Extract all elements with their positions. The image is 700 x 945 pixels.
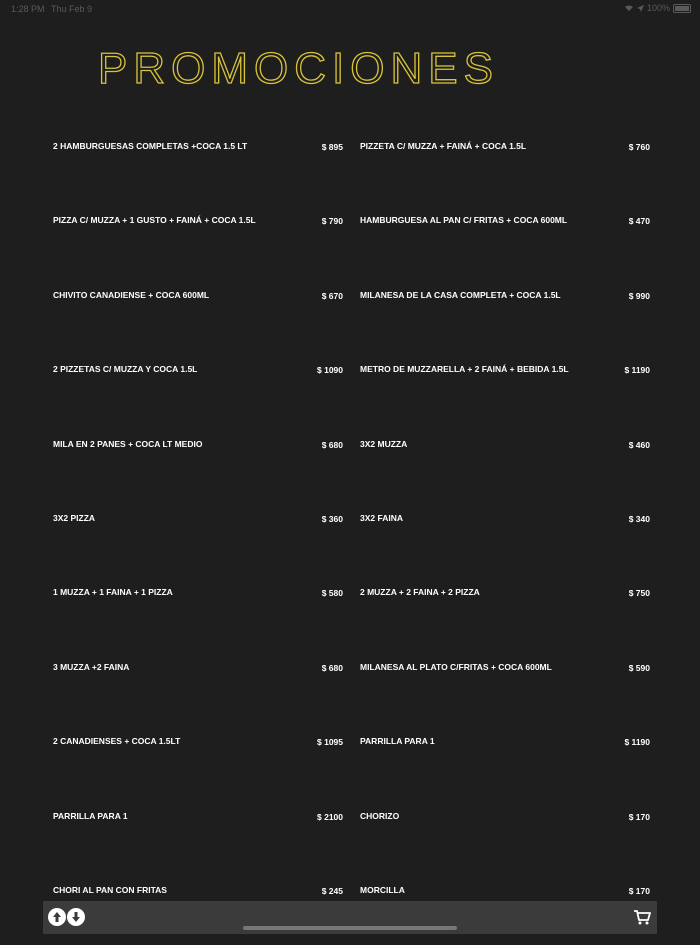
home-indicator <box>243 926 457 930</box>
promo-item[interactable] <box>53 736 343 796</box>
promo-item[interactable] <box>53 662 343 722</box>
promo-item[interactable] <box>360 141 650 201</box>
promo-name: 2 MUZZA + 2 FAINA + 2 PIZZA <box>360 587 480 598</box>
promo-price: $ 360 <box>321 514 343 524</box>
promo-name: 2 PIZZETAS C/ MUZZA Y COCA 1.5L <box>53 364 198 375</box>
promo-price: $ 1095 <box>317 737 343 748</box>
promo-name: CHIVITO CANADIENSE + COCA 600ML <box>53 289 210 300</box>
scroll-up-button[interactable] <box>48 908 66 926</box>
promo-item[interactable] <box>360 439 650 499</box>
promo-name: 1 MUZZA + 1 FAINA + 1 PIZZA <box>53 587 173 598</box>
promo-price: $ 340 <box>628 514 650 524</box>
promo-price: $ 245 <box>321 886 343 896</box>
promo-item[interactable] <box>360 513 650 573</box>
promo-name: CHORI AL PAN CON FRITAS <box>53 885 167 895</box>
promo-price: $ 790 <box>321 216 343 227</box>
promo-price: $ 470 <box>628 216 650 227</box>
promo-name: PARRILLA PARA 1 <box>360 736 435 747</box>
promo-price: $ 1190 <box>624 365 650 376</box>
promo-name: PIZZA C/ MUZZA + 1 GUSTO + FAINÁ + COCA 1.5L <box>53 215 256 226</box>
promo-item[interactable] <box>360 587 650 647</box>
promo-item[interactable] <box>53 141 343 201</box>
promo-price: $ 170 <box>628 811 650 822</box>
promo-name: PARRILLA PARA 1 <box>53 810 128 821</box>
promo-item[interactable] <box>53 587 343 647</box>
promo-item[interactable] <box>360 290 650 350</box>
promo-name: PIZZETA C/ MUZZA + FAINÁ + COCA 1.5L <box>360 141 527 151</box>
promo-name: 3X2 PIZZA <box>53 513 96 523</box>
promo-name: 3X2 FAINA <box>360 513 403 523</box>
promo-name: MILANESA DE LA CASA COMPLETA + COCA 1.5L <box>360 289 561 300</box>
promo-item[interactable] <box>360 662 650 722</box>
arrow-up-icon <box>48 908 66 926</box>
status-time: 1:28 PM <box>11 4 45 14</box>
cart-button[interactable] <box>633 908 651 926</box>
promo-name: 2 HAMBURGUESAS COMPLETAS +COCA 1.5 LT <box>53 141 248 151</box>
promo-price: $ 990 <box>628 290 650 301</box>
promo-price: $ 680 <box>321 439 343 450</box>
promo-price: $ 1090 <box>317 365 343 376</box>
promo-price: $ 750 <box>628 588 650 599</box>
promo-price: $ 2100 <box>317 811 343 822</box>
promo-item[interactable] <box>360 811 650 871</box>
status-date: Thu Feb 9 <box>51 4 93 14</box>
promo-item[interactable] <box>53 811 343 871</box>
promo-item[interactable] <box>360 215 650 275</box>
promo-name: 3X2 MUZZA <box>360 438 408 449</box>
promo-price: $ 590 <box>628 662 650 673</box>
page-title: PROMOCIONES <box>98 44 499 93</box>
promo-name: HAMBURGUESA AL PAN C/ FRITAS + COCA 600ML <box>360 215 568 226</box>
promo-name: MORCILLA <box>360 885 405 895</box>
promo-price: $ 170 <box>628 886 650 896</box>
promo-name: MILA EN 2 PANES + COCA LT MEDIO <box>53 438 203 449</box>
promo-price: $ 670 <box>321 290 343 301</box>
promo-item[interactable] <box>360 364 650 424</box>
scroll-down-button[interactable] <box>67 908 85 926</box>
promo-item[interactable] <box>360 736 650 796</box>
promo-item[interactable] <box>53 215 343 275</box>
promo-name: MILANESA AL PLATO C/FRITAS + COCA 600ML <box>360 661 552 672</box>
promo-item[interactable] <box>53 439 343 499</box>
promo-item[interactable] <box>53 364 343 424</box>
promo-name: 3 MUZZA +2 FAINA <box>53 661 130 672</box>
battery-percent: 100% <box>646 3 670 13</box>
promo-price: $ 460 <box>628 439 650 450</box>
promo-name: 2 CANADIENSES + COCA 1.5LT <box>53 736 181 747</box>
promo-price: $ 1190 <box>624 737 650 748</box>
promo-item[interactable] <box>53 290 343 350</box>
promo-price: $ 680 <box>321 662 343 673</box>
promo-price: $ 580 <box>321 588 343 599</box>
promo-name: CHORIZO <box>360 810 400 821</box>
arrow-down-icon <box>67 908 85 926</box>
promo-price: $ 760 <box>628 142 650 152</box>
promo-item[interactable] <box>53 513 343 573</box>
cart-icon <box>633 908 651 926</box>
promo-price: $ 895 <box>321 142 343 152</box>
promo-name: METRO DE MUZZARELLA + 2 FAINÁ + BEBIDA 1.5L <box>360 364 569 375</box>
